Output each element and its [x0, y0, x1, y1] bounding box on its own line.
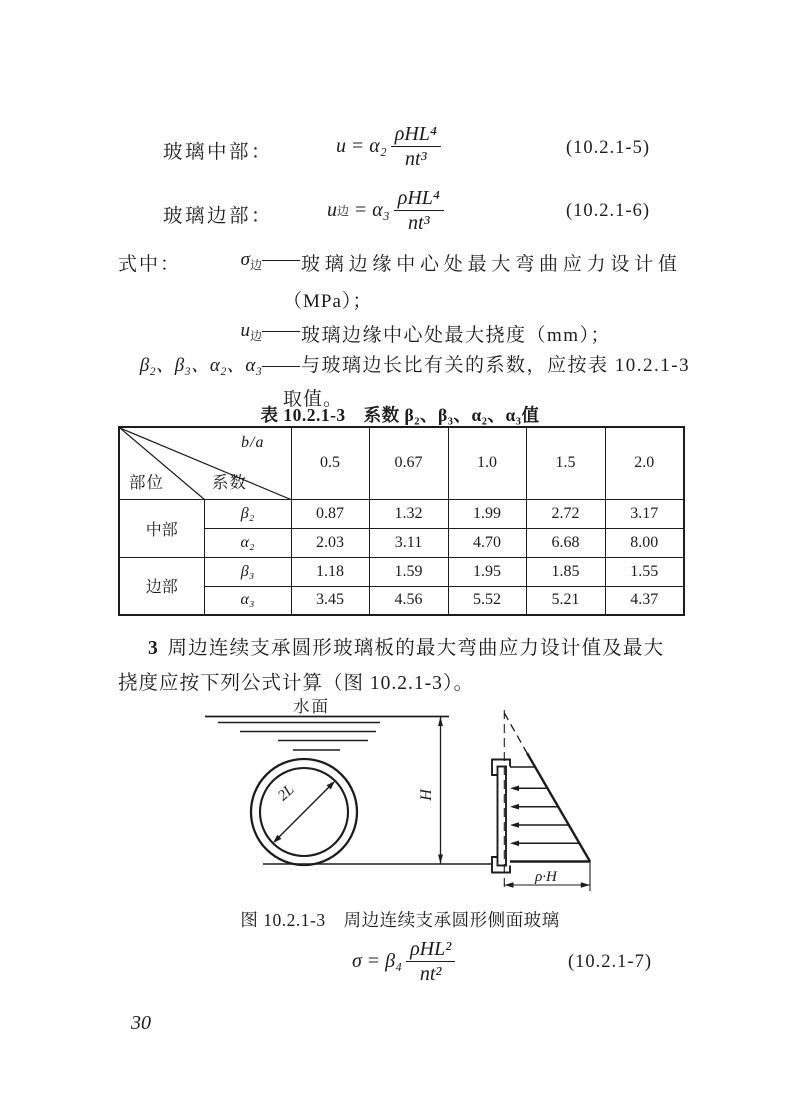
cell: 2.72: [526, 499, 605, 528]
table-row: [119, 557, 684, 586]
corner-label-coef: 系数: [212, 472, 247, 492]
cell: 4.37: [605, 586, 684, 615]
cell: 6.68: [526, 528, 605, 557]
row-group-center: 中部: [119, 499, 204, 557]
cell: 4.56: [369, 586, 448, 615]
cell: 3.11: [369, 528, 448, 557]
cell: 5.21: [526, 586, 605, 615]
where-item1-symbol: [0, 249, 300, 273]
water-surface-label: 水面: [293, 697, 330, 716]
col-header: 1.5: [526, 427, 605, 499]
height-dimension: [438, 717, 443, 865]
where-item1-text: 玻璃边缘中心处最大弯曲应力设计值: [301, 254, 682, 275]
cell: 8.00: [605, 528, 684, 557]
formula6-lhs-subscript: 边: [337, 204, 350, 219]
where-item3-cont: 取值。: [283, 389, 344, 410]
formula6-lhs: u: [327, 199, 337, 222]
definition-dash: ——: [262, 320, 300, 341]
table-corner-cell: [119, 427, 291, 499]
cell: 3.17: [605, 499, 684, 528]
u-symbol: u: [240, 320, 250, 341]
paragraph3-line2: 挠度应按下列公式计算（图 10.2.1-3）。: [118, 673, 475, 694]
formula5-coef: α₂: [369, 135, 387, 158]
formula7-lhs: σ: [352, 950, 362, 973]
sigma-symbol: σ: [240, 249, 250, 270]
row-symbol: α₃: [204, 586, 291, 615]
col-header: 1.0: [448, 427, 526, 499]
coefficient-table: [118, 426, 685, 616]
cell: 2.03: [291, 528, 369, 557]
paragraph3-number: 3: [148, 638, 158, 659]
glass-panel-section: [492, 760, 510, 873]
formula6-denominator: nt³: [408, 212, 430, 235]
cell: 1.99: [448, 499, 526, 528]
corner-label-ba: b/a: [241, 434, 265, 451]
cell: 1.32: [369, 499, 448, 528]
figure-diagram: [180, 695, 610, 905]
formula5-equation: [336, 123, 441, 171]
cell: 1.95: [448, 557, 526, 586]
formula7-fraction: [406, 938, 455, 986]
formula6-coef: α₃: [372, 199, 390, 222]
formula6-label: 玻璃边部：: [163, 206, 274, 227]
formula7-equation: [352, 938, 455, 986]
cell: 5.52: [448, 586, 526, 615]
u-subscript: 边: [249, 329, 262, 343]
formula5-number: (10.2.1-5): [566, 138, 650, 158]
formula5-label: 玻璃中部：: [163, 142, 274, 163]
diameter-label: 2L: [275, 781, 298, 805]
coef-symbols: β₂、β₃、α₂、α₃: [139, 355, 262, 376]
formula7-numerator: ρHL²: [406, 938, 455, 962]
equals-sign: =: [355, 199, 367, 222]
page-number: 30: [131, 1012, 151, 1034]
equals-sign: =: [352, 135, 364, 158]
cell: 1.18: [291, 557, 369, 586]
col-header: 2.0: [605, 427, 684, 499]
formula6-fraction: [394, 187, 444, 235]
pressure-arrowheads: [510, 786, 519, 847]
col-header: 0.67: [369, 427, 448, 499]
table-row: [119, 528, 684, 557]
formula5-lhs: u: [336, 135, 346, 158]
where-item3-text: 与玻璃边长比有关的系数，应按表 10.2.1-3: [301, 355, 691, 376]
paragraph3-text1: 周边连续支承圆形玻璃板的最大弯曲应力设计值及最大: [167, 638, 665, 659]
figure-caption: 图 10.2.1-3 周边连续支承圆形侧面玻璃: [240, 910, 560, 930]
table-row: [119, 499, 684, 528]
row-symbol: β₂: [204, 499, 291, 528]
formula6-number: (10.2.1-6): [566, 201, 650, 221]
formula6-numerator: ρHL⁴: [394, 187, 444, 211]
formula6-equation: [327, 187, 444, 235]
where-intro: 式中：: [118, 254, 182, 275]
definition-dash: ——: [262, 355, 300, 376]
pressure-arrows: [518, 788, 579, 843]
corner-label-part: 部位: [129, 472, 164, 492]
cell: 1.59: [369, 557, 448, 586]
formula5-numerator: ρHL⁴: [391, 123, 441, 147]
where-item2-symbol: [0, 320, 300, 344]
row-symbol: α₂: [204, 528, 291, 557]
col-header: 0.5: [291, 427, 369, 499]
where-item2-text: 玻璃边缘中心处最大挠度（mm）；: [301, 325, 612, 346]
where-item1-cont: （MPa）；: [283, 291, 373, 312]
water-ripples: [218, 723, 380, 751]
formula7-number: (10.2.1-7): [568, 952, 652, 972]
cell: 4.70: [448, 528, 526, 557]
row-symbol: β₃: [204, 557, 291, 586]
formula5-denominator: nt³: [405, 148, 427, 171]
table-title: 表 10.2.1-3 系数 β₂、β₃、α₂、α₃值: [260, 405, 540, 425]
cell: 0.87: [291, 499, 369, 528]
row-group-edge: 边部: [119, 557, 204, 615]
where-item3-symbol: [0, 350, 300, 377]
definition-dash: ——: [262, 249, 300, 270]
sigma-subscript: 边: [249, 258, 262, 272]
cell: 1.85: [526, 557, 605, 586]
formula7-denominator: nt²: [419, 963, 442, 986]
cell: 1.55: [605, 557, 684, 586]
table-row: [119, 586, 684, 615]
formula5-fraction: [391, 123, 441, 171]
height-label: H: [418, 789, 435, 801]
formula7-coef: β₄: [385, 950, 403, 973]
cell: 3.45: [291, 586, 369, 615]
equals-sign: =: [367, 950, 380, 973]
paragraph3-line1: [148, 632, 664, 660]
pressure-width-label: ρ·H: [535, 869, 557, 885]
